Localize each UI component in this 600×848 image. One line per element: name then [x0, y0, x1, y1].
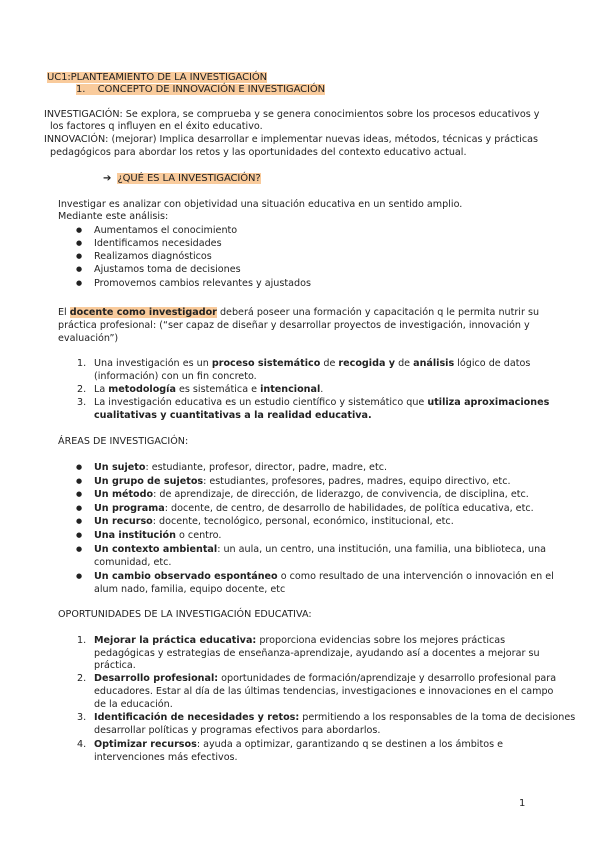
opportunity-item-4: 4. Optimizar recursos: ayuda a optimizar, garantizando q se destinen a los ámbitos e — [77, 739, 504, 750]
list-item: ● Un grupo de sujetos: estudiantes, profesores, padres, madres, equipo directivo, etc. — [94, 476, 511, 488]
numbered-item-3-cont: cualitativas y cuantitativas a la realidad educativa. — [94, 410, 372, 421]
page-number: 1 — [519, 798, 526, 809]
list-item: ● Un método: de aprendizaje, de dirección, de liderazgo, de convivencia, de disciplina, etc. — [94, 489, 529, 501]
numbered-item-1: 1. Una investigación es un proceso sistemático de recogida y de análisis lógico de datos — [77, 358, 531, 369]
list-item: ● Promovemos cambios relevantes y ajustados — [94, 278, 311, 290]
teacher-paragraph-line-3: evaluación”) — [58, 333, 119, 344]
unit-title: PLANTEAMIENTO DE LA INVESTIGACIÓN — [70, 72, 268, 83]
list-item: ● Identificamos necesidades — [94, 238, 222, 250]
list-item: ● Ajustamos toma de decisiones — [94, 264, 241, 276]
section-title — [76, 84, 325, 96]
question-heading — [103, 173, 261, 185]
highlight-docente: docente como investigador — [69, 307, 217, 318]
section-title-text: CONCEPTO DE INNOVACIÓN E INVESTIGACIÓN — [97, 84, 326, 95]
definition-innovacion: INNOVACIÓN: (mejorar) Implica desarrollar e implementar nuevas ideas, métodos, técnicas y prácticas — [44, 134, 538, 145]
doc-title — [47, 72, 267, 84]
list-item-cont: alum nado, familia, equipo docente, etc — [94, 584, 286, 595]
definition-investigacion-cont: los factores q influyen en el éxito educativo. — [50, 121, 263, 132]
list-item: ● Un recurso: docente, tecnológico, personal, económico, institucional, etc. — [94, 516, 454, 528]
list-item: ● Aumentamos el conocimiento — [94, 225, 237, 237]
opportunity-item-2: 2. Desarrollo profesional: oportunidades de formación/aprendizaje y desarrollo profesional para — [77, 673, 557, 684]
areas-heading: ÁREAS DE INVESTIGACIÓN: — [58, 436, 189, 447]
unit-code: UC1: — [47, 72, 71, 83]
list-item-cont: comunidad, etc. — [94, 557, 172, 568]
list-item: ● Realizamos diagnósticos — [94, 251, 212, 263]
opportunity-item-3: 3. Identificación de necesidades y retos: permitiendo a los responsables de la toma de decisiones — [77, 712, 576, 723]
list-item: ● Un programa: docente, de centro, de desarrollo de habilidades, de política educativa, etc. — [94, 503, 534, 515]
list-item: ● Un sujeto: estudiante, profesor, director, padre, madre, etc. — [94, 462, 387, 474]
intro-line-2: Mediante este análisis: — [58, 211, 169, 222]
numbered-item-1-cont: (información) con un fin concreto. — [94, 371, 257, 382]
opportunity-item-1: 1. Mejorar la práctica educativa: proporciona evidencias sobre los mejores prácticas — [77, 635, 506, 646]
definition-investigacion: INVESTIGACIÓN: Se explora, se comprueba y se genera conocimientos sobre los procesos educativos y — [44, 109, 540, 120]
list-item: ● Una institución o centro. — [94, 530, 221, 542]
list-item: ● Un cambio observado espontáneo o como resultado de una intervención o innovación en el — [94, 571, 554, 583]
numbered-item-2: 2. La metodología es sistemática e intencional. — [77, 384, 324, 395]
definition-innovacion-cont: pedagógicos para abordar los retos y las oportunidades del contexto educativo actual. — [50, 147, 467, 158]
section-number: 1. — [76, 84, 86, 95]
intro-line-1: Investigar es analizar con objetividad una situación educativa en un sentido amplio. — [58, 199, 463, 210]
teacher-paragraph: El docente como investigador deberá poseer una formación y capacitación q le permita nutrir su — [58, 307, 540, 318]
teacher-paragraph-line-2: práctica profesional: (“ser capaz de diseñar y desarrollar proyectos de investigación, innovación y — [58, 320, 530, 331]
opportunities-heading: OPORTUNIDADES DE LA INVESTIGACIÓN EDUCATIVA: — [58, 609, 312, 620]
numbered-item-3: 3. La investigación educativa es un estudio científico y sistemático que utiliza aproximaciones — [77, 397, 550, 408]
arrow-icon: ➔ — [103, 173, 112, 184]
list-item: ● Un contexto ambiental: un aula, un centro, una institución, una familia, una biblioteca, una — [94, 544, 546, 556]
question-text: ¿QUÉ ES LA INVESTIGACIÓN? — [117, 173, 261, 184]
